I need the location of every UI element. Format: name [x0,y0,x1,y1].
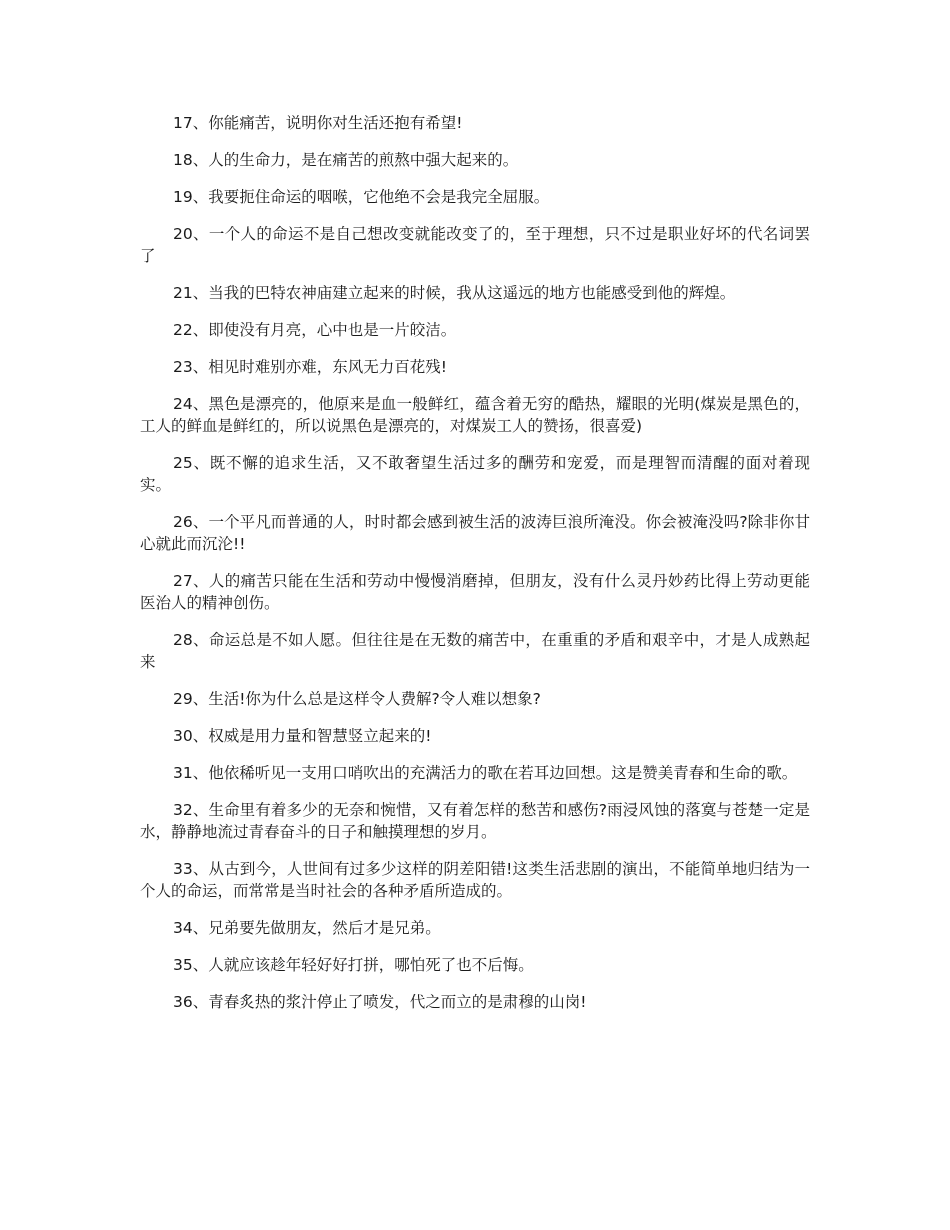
paragraph-28: 28、命运总是不如人愿。但往往是在无数的痛苦中，在重重的矛盾和艰辛中，才是人成熟起来 [140,631,810,671]
paragraph-31: 31、他依稀听见一支用口哨吹出的充满活力的歌在若耳边回想。这是赞美青春和生命的歌。 [173,764,798,782]
paragraph-26: 26、一个平凡而普通的人，时时都会感到被生活的波涛巨浪所淹没。你会被淹没吗?除非你甘心就此而沉沦!! [140,513,810,553]
paragraph-34: 34、兄弟要先做朋友，然后才是兄弟。 [173,919,441,937]
paragraph-20: 20、一个人的命运不是自己想改变就能改变了的，至于理想，只不过是职业好坏的代名词罢了 [140,225,810,265]
paragraph-23: 23、相见时难别亦难，东风无力百花残! [173,358,447,376]
paragraph-29: 29、生活!你为什么总是这样令人费解?令人难以想象? [173,690,541,708]
paragraph-35: 35、人就应该趁年轻好好打拼，哪怕死了也不后悔。 [173,956,534,974]
paragraph-36: 36、青春炙热的浆汁停止了喷发，代之而立的是肃穆的山岗! [173,993,587,1011]
paragraph-25: 25、既不懈的追求生活，又不敢奢望生活过多的酬劳和宠爱，而是理智而清醒的面对着现实。 [140,454,810,494]
paragraph-18: 18、人的生命力，是在痛苦的煎熬中强大起来的。 [173,151,519,169]
paragraph-22: 22、即使没有月亮，心中也是一片皎洁。 [173,321,457,339]
paragraph-24: 24、黑色是漂亮的，他原来是血一般鲜红，蕴含着无穷的酷热，耀眼的光明(煤炭是黑色的，工人的鲜血是鲜红的，所以说黑色是漂亮的，对煤炭工人的赞扬，很喜爱) [140,395,810,435]
paragraph-30: 30、权威是用力量和智慧竖立起来的! [173,727,432,745]
document-body [140,112,810,1028]
paragraph-17: 17、你能痛苦，说明你对生活还抱有希望! [173,114,463,132]
paragraph-32: 32、生命里有着多少的无奈和惋惜，又有着怎样的愁苦和感伤?雨浸风蚀的落寞与苍楚一定是水，静静地流过青春奋斗的日子和触摸理想的岁月。 [140,801,810,841]
paragraph-19: 19、我要扼住命运的咽喉，它他绝不会是我完全屈服。 [173,188,550,206]
paragraph-21: 21、当我的巴特农神庙建立起来的时候，我从这遥远的地方也能感受到他的辉煌。 [173,284,736,302]
paragraph-33: 33、从古到今，人世间有过多少这样的阴差阳错!这类生活悲剧的演出，不能简单地归结为一个人的命运，而常常是当时社会的各种矛盾所造成的。 [140,860,810,900]
paragraph-27: 27、人的痛苦只能在生活和劳动中慢慢消磨掉，但朋友，没有什么灵丹妙药比得上劳动更能医治人的精神创伤。 [140,572,810,612]
